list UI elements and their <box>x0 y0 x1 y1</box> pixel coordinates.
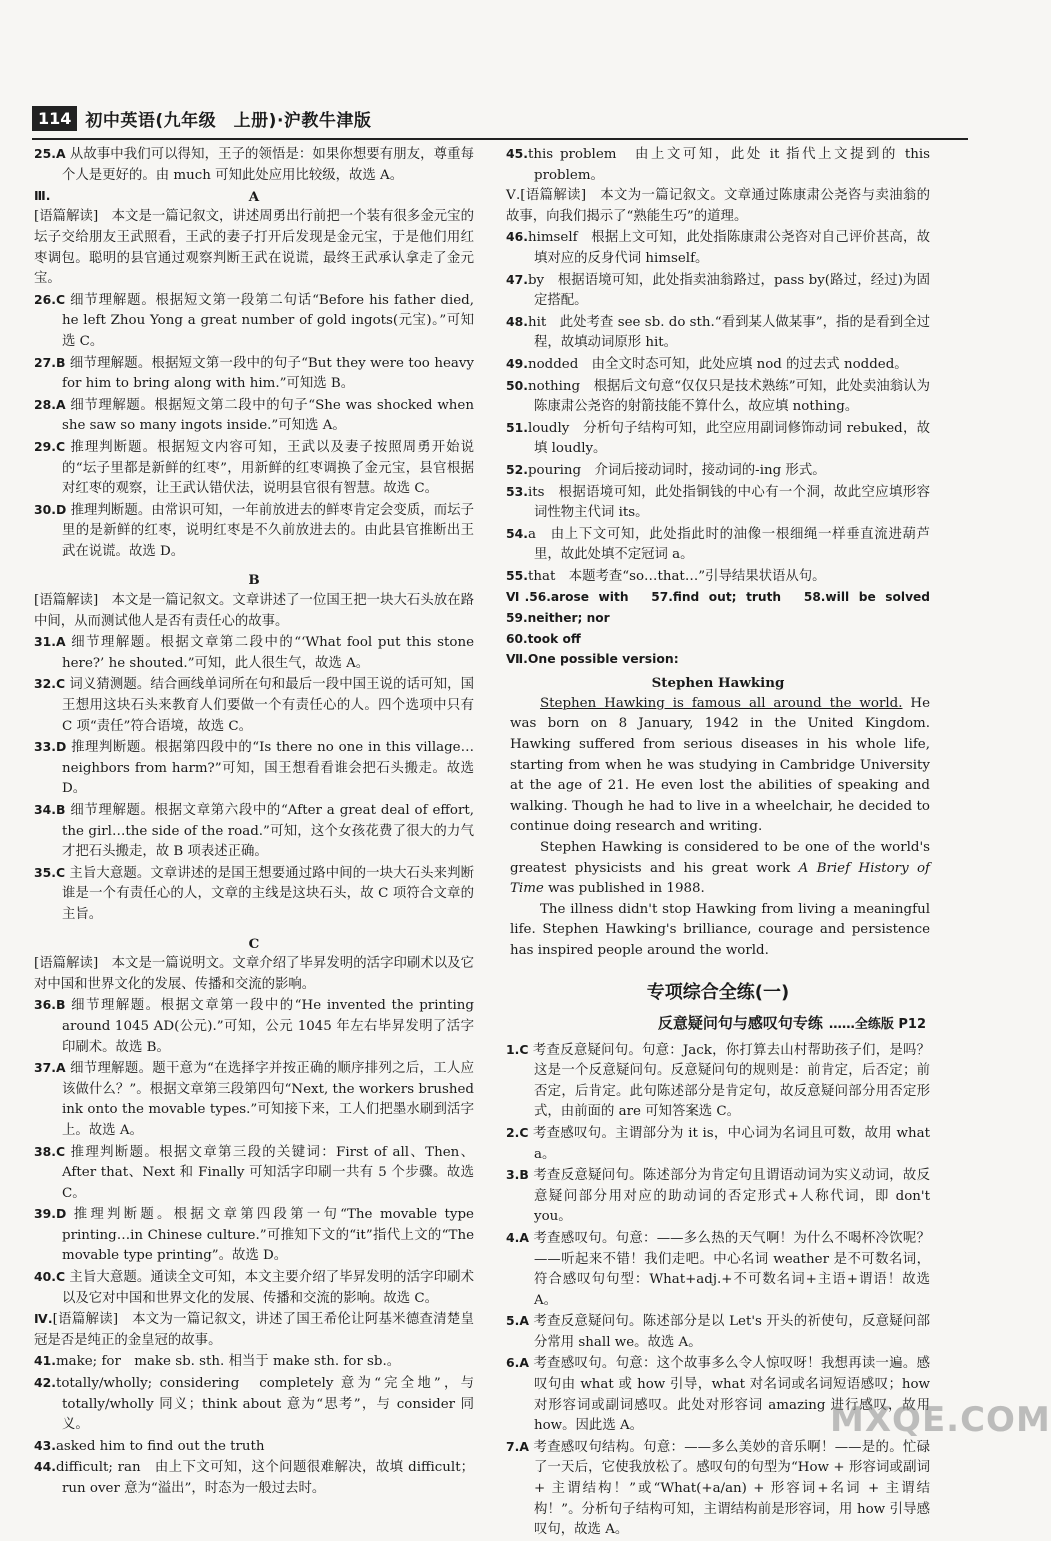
section-roman-3: Ⅲ. <box>34 188 51 204</box>
answer-37: 37.A 细节理解题。题干意为“在选择字并按正确的顺序排列之后，工人应该做什么？”。根据文章第三段第四句“Next, the workers brushed ink onto the movable types.”可知接下来，工人们把墨水刷到活字上。故选 A。 <box>34 1060 474 1138</box>
section-b-heading: B <box>248 572 260 589</box>
page-number: 114 <box>32 106 77 131</box>
answer-60: 60.took off <box>506 631 581 646</box>
answer-44: 44.difficult; ran 由上下文可知，这个问题很难解决，故填 difficult；run over 意为“溢出”，时态为一般过去时。 <box>34 1459 474 1496</box>
exercise-answer-4: 4.A 考查感叹句。句意：——多么热的天气啊！为什么不喝杯冷饮呢？——听起来不错！我们走吧。中心名词 weather 是不可数名词，符合感叹句句型：What+adj.+不可数名词+主语+谓语！故选 A。 <box>506 1229 930 1308</box>
answer-28: 28.A 细节理解题。根据短文第二段中的句子“She was shocked when she saw so many ingots inside.”可知选 A。 <box>34 396 474 434</box>
exercise-answer-2: 2.C 考查感叹句。主谓部分为 it is，中心词为名词且可数，故用 what a。 <box>506 1124 930 1162</box>
answer-35: 35.C 主旨大意题。文章讲述的是国王想要通过路中间的一块大石头来判断谁是一个有责任心的人，文章的主线是这块石头，故 C 项符合文章的主旨。 <box>34 864 474 922</box>
page-reference: ……全练版 P12 <box>828 1016 926 1032</box>
reading-summary-v: Ⅴ.[语篇解读] 本文为一篇记叙文。文章通过陈康肃公尧咨与卖油翁的故事，向我们揭示了“熟能生巧”的道理。 <box>506 188 930 224</box>
header-divider <box>32 138 968 140</box>
reading-summary-b: [语篇解读] 本文是一篇记叙文。文章讲述了一位国王把一块大石头放在路中间，从而测试他人是否有责任心的故事。 <box>34 593 474 629</box>
answer-36: 36.B 细节理解题。根据文章第一段中的“He invented the printing around 1045 AD(公元).”可知，公元 1045 年左右毕昇发明了活字印刷术。故选 B。 <box>34 997 474 1055</box>
answer-41: 41.make; for make sb. sth. 相当于 make sth. for sb.。 <box>34 1353 401 1370</box>
reading-summary-iv: Ⅳ.[语篇解读] 本文为一篇记叙文，讲述了国王希伦让阿基米德查清楚皇冠是否是纯正的金皇冠的故事。 <box>34 1311 474 1348</box>
answer-39: 39.D 推理判断题。根据文章第四段第一句“The movable type printing…in Chinese culture.”可推知下文的“it”指代上文的“The movable type printing”。故选 D。 <box>34 1206 474 1264</box>
answer-46: 46.himself 根据上文可知，此处指陈康肃公尧咨对自己评价甚高，故填对应的反身代词 himself。 <box>506 229 930 266</box>
reading-summary-c: [语篇解读] 本文是一篇说明文。文章介绍了毕昇发明的活字印刷术以及它对中国和世界文化的发展、传播和交流的影响。 <box>34 956 474 992</box>
reading-summary-a: [语篇解读] 本文是一篇记叙文，讲述周勇出行前把一个装有很多金元宝的坛子交给朋友王武照看，王武的妻子打开后发现是金元宝，于是他们用红枣调包。聪明的县官通过观察判断王武在说谎，最终王武承认拿走了金元宝。 <box>34 209 474 287</box>
left-column <box>34 144 474 1500</box>
exercise-answer-1: 1.C 考查反意疑问句。句意：Jack，你打算去山村帮助孩子们，是吗？这是一个反意疑问句。反意疑问句的规则是：前肯定，后否定；前否定，后肯定。此句陈述部分是肯定句，故反意疑问部分用否定形式，由前面的 are 可知答案选 C。 <box>506 1041 930 1120</box>
answer-50: 50.nothing 根据后文句意“仅仅只是技术熟练”可知，此处卖油翁认为陈康肃公尧咨的射箭技能不算什么，故应填 nothing。 <box>506 377 930 415</box>
page-header <box>32 104 371 132</box>
essay-title: Stephen Hawking <box>651 674 785 691</box>
essay-paragraph-3: The illness didn't stop Hawking from living a meaningful life. Stephen Hawking's brilliance, courage and persistence has inspired people around the world. <box>510 901 930 958</box>
section-title: 专项综合全练(一) <box>646 981 790 1003</box>
answer-52: 52.pouring 介词后接动词时，接动词的-ing 形式。 <box>506 461 826 478</box>
answer-49: 49.nodded 由全文时态可知，此处应填 nod 的过去式 nodded。 <box>506 355 908 372</box>
answer-29: 29.C 推理判断题。根据短文内容可知，王武以及妻子按照周勇开始说的“坛子里都是新鲜的红枣”，用新鲜的红枣调换了金元宝，县官根据对红枣的观察，让王武认错伏法，说明县官很有智慧。故选 C。 <box>34 438 474 497</box>
essay-paragraph-1: Stephen Hawking is famous all around the world. He was born on 8 January, 1942 in the United Kingdom. Hawking suffered from serious diseases in his whole life, starting from when he was studying in Cambridge University at the age of 21. He even lost the abilities of speaking and walking. Though he had to live in a wheelchair, he decided to continue doing research and writing. <box>510 695 931 835</box>
section-c-heading: C <box>248 935 260 952</box>
answer-43: 43.asked him to find out the truth <box>34 1437 265 1454</box>
answer-25: 25.A 从故事中我们可以得知，王子的领悟是：如果你想要有朋友，尊重每个人是更好的。由 much 可知此处应用比较级，故选 A。 <box>34 146 474 183</box>
exercise-answer-6: 6.A 考查感叹句。句意：这个故事多么令人惊叹呀！我想再读一遍。感叹句由 what 或 how 引导，what 对名词或名词短语感叹；how 对形容词或副词感叹。此处对形容词 amazing 进行感叹，故用 how。因此选 A。 <box>506 1355 931 1434</box>
writing-label: Ⅶ.One possible version: <box>506 651 679 667</box>
answer-54: 54.a 由上下文可知，此处指此时的油像一根细绳一样垂直流进葫芦里，故此处填不定冠词 a。 <box>506 525 930 563</box>
answer-51: 51.loudly 分析句子结构可知，此空应用副词修饰动词 rebuked，故填 loudly。 <box>506 419 930 457</box>
exercise-answer-5: 5.A 考查反意疑问句。陈述部分是以 Let's 开头的祈使句，反意疑问部分常用 shall we。故选 A。 <box>506 1313 930 1350</box>
answer-30: 30.D 推理判断题。由常识可知，一年前放进去的鲜枣肯定会变质，而坛子里的是新鲜的红枣，说明红枣是不久前放进去的。由此县官推断出王武在说谎。故选 D。 <box>34 501 475 559</box>
answer-45: 45.this problem 由上文可知，此处 it 指代上文提到的 this problem。 <box>506 146 930 183</box>
answer-33: 33.D 推理判断题。根据第四段中的“Is there no one in this village…neighbors from harm?”可知，国王想看看谁会把石头搬走。故选 D。 <box>34 739 474 797</box>
essay-paragraph-2: Stephen Hawking is considered to be one of the world's greatest physicists and his great work A Brief History of Time was published in 1988. <box>510 840 931 897</box>
answer-38: 38.C 推理判断题。根据文章第三段的关键词：First of all、Then、After that、Next 和 Finally 可知活字印刷一共有 5 个步骤。故选 C。 <box>34 1143 474 1201</box>
book-title: 初中英语(九年级 上册)·沪教牛津版 <box>85 110 372 131</box>
exercise-answer-7: 7.A 考查感叹句结构。句意：——多么美妙的音乐啊！——是的。忙碌了一天后，它使我放松了。感叹句的句型为“How + 形容词或副词 + 主谓结构！”或“What(+a/an) + 形容词+名词 + 主谓结构！”。分析句子结构可知，主谓结构前是形容词，用 how 引导感叹句，故选 A。 <box>506 1438 930 1538</box>
answer-26: 26.C 细节理解题。根据短文第一段第二句话“Before his father died, he left Zhou Yong a great number of gold ingots(元宝)。”可知选 C。 <box>34 291 474 349</box>
answer-34: 34.B 细节理解题。根据文章第六段中的“After a great deal of effort, the girl…the side of the road.”可知，这个女孩花费了很大的力气才把石头搬走，故 B 项表述正确。 <box>34 802 474 860</box>
section-a-heading: A <box>248 188 260 205</box>
answer-40: 40.C 主旨大意题。通读全文可知，本文主要介绍了毕昇发明的活字印刷术以及它对中国和世界文化的发展、传播和交流的影响。故选 C。 <box>34 1269 474 1306</box>
answer-55: 55.that 本题考查“so…that…”引导结果状语从句。 <box>506 567 826 584</box>
answer-31: 31.A 细节理解题。根据文章第二段中的“‘What fool put this stone here?’ he shouted.”可知，此人很生气，故选 A。 <box>34 634 474 671</box>
answer-48: 48.hit 此处考查 see sb. do sth.“看到某人做某事”，指的是看到全过程，故填动词原形 hit。 <box>506 313 930 351</box>
exercise-answer-3: 3.B 考查反意疑问句。陈述部分为肯定句且谓语动词为实义动词，故反意疑问部分用对应的助动词的否定形式+人称代词，即 don't you。 <box>506 1167 930 1225</box>
answer-47: 47.by 根据语境可知，此处指卖油翁路过，pass by(路过，经过)为固定搭配。 <box>506 271 930 309</box>
answer-53: 53.its 根据语境可知，此处指铜钱的中心有一个洞，故此空应填形容词性物主代词 its。 <box>506 483 930 521</box>
answers-56-59: Ⅵ.56.arose with 57.find out; truth 58.will be solved 59.neither; nor <box>506 590 943 626</box>
answer-27: 27.B 细节理解题。根据短文第一段中的句子“But they were too heavy for him to bring along with him.”可知选 B。 <box>34 354 474 392</box>
site-watermark: MXQE.COM <box>830 1400 1051 1440</box>
answer-32: 32.C 词义猜测题。结合画线单词所在句和最后一段中国王说的话可知，国王想用这块石头来教育人们要做一个有责任心的人。四个选项中只有 C 项“责任”符合语境，故选 C。 <box>34 676 474 734</box>
answer-42: 42.totally/wholly; considering completely 意为“完全地”，与 totally/wholly 同义；think about 意为“思考”，与 consider 同义。 <box>34 1375 474 1433</box>
subsection-title: 反意疑问句与感叹句专练 ……全练版 P12 <box>657 1013 926 1032</box>
